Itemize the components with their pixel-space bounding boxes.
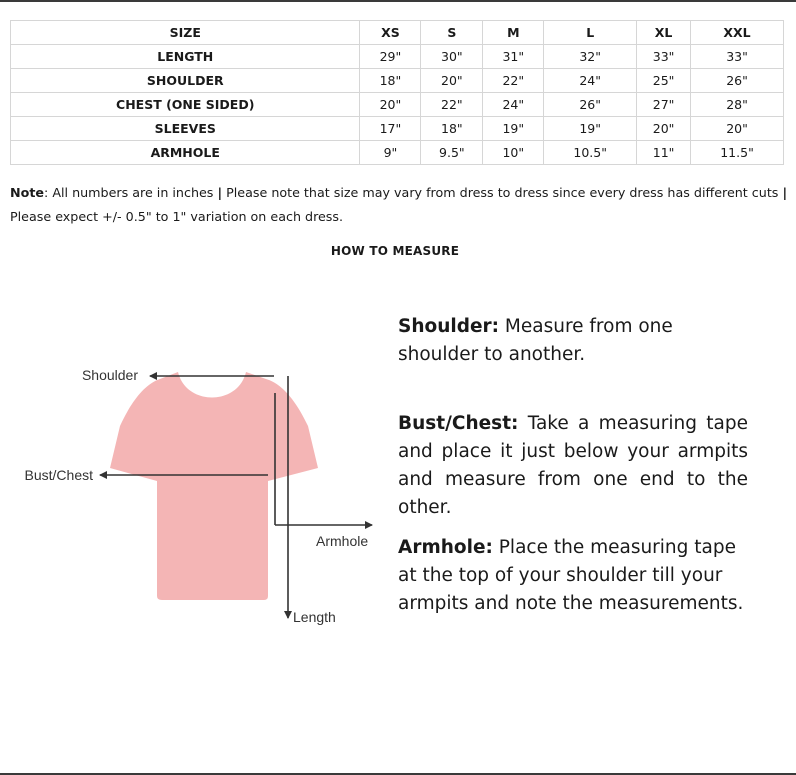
table-cell: 10.5" (544, 141, 637, 165)
header-cell: SIZE (11, 21, 360, 45)
bust-instruction-title: Bust/Chest: (398, 413, 519, 434)
header-cell: XL (637, 21, 691, 45)
table-row (11, 69, 784, 93)
table-cell: 22" (483, 69, 544, 93)
table-cell: 20" (421, 69, 483, 93)
table-cell: 26" (544, 93, 637, 117)
table-cell: 20" (637, 117, 691, 141)
row-label: CHEST (ONE SIDED) (11, 93, 360, 117)
row-label: SLEEVES (11, 117, 360, 141)
armhole-instruction-text: Place the measuring tape at the top of your shoulder till your armpits and note the measurements. (398, 537, 744, 614)
header-cell: M (483, 21, 544, 45)
table-cell: 25" (637, 69, 691, 93)
note-separator: | (217, 185, 223, 200)
table-cell: 29" (360, 45, 421, 69)
size-note (10, 181, 790, 229)
size-header-row (11, 21, 784, 45)
table-cell: 20" (360, 93, 421, 117)
table-cell: 30" (421, 45, 483, 69)
table-cell: 9.5" (421, 141, 483, 165)
measurement-diagram (0, 300, 390, 640)
table-cell: 28" (691, 93, 784, 117)
table-cell: 10" (483, 141, 544, 165)
shoulder-instruction-title: Shoulder: (398, 316, 500, 337)
table-row (11, 117, 784, 141)
how-to-measure-text: HOW TO MEASURE (330, 244, 460, 258)
table-cell: 19" (483, 117, 544, 141)
table-cell: 18" (421, 117, 483, 141)
note-separator: | (782, 185, 788, 200)
table-cell: 33" (691, 45, 784, 69)
table-cell: 19" (544, 117, 637, 141)
table-cell: 22" (421, 93, 483, 117)
table-cell: 33" (637, 45, 691, 69)
table-cell: 26" (691, 69, 784, 93)
table-cell: 32" (544, 45, 637, 69)
shoulder-instruction-text: Measure from one shoulder to another. (398, 316, 673, 365)
table-cell: 27" (637, 93, 691, 117)
row-label: LENGTH (11, 45, 360, 69)
shoulder-label: Shoulder (81, 367, 138, 383)
row-label: ARMHOLE (11, 141, 360, 165)
note-text-2: Please note that size may vary from dress to dress since every dress has different cuts (222, 185, 783, 200)
header-cell: XS (360, 21, 421, 45)
top-border (0, 0, 796, 2)
bust-label: Bust/Chest (24, 467, 93, 483)
row-label: SHOULDER (11, 69, 360, 93)
table-cell: 11" (637, 141, 691, 165)
size-chart-table (10, 20, 784, 165)
table-row (11, 45, 784, 69)
note-text-1: : All numbers are in inches (44, 185, 218, 200)
header-cell: L (544, 21, 637, 45)
armhole-label: Armhole (316, 533, 369, 549)
armhole-instruction (398, 534, 748, 618)
table-cell: 20" (691, 117, 784, 141)
table-cell: 18" (360, 69, 421, 93)
table-cell: 24" (483, 93, 544, 117)
table-row (11, 93, 784, 117)
table-cell: 31" (483, 45, 544, 69)
bust-instruction-text: Take a measuring tape and place it just below your armpits and measure from one end to the other. (398, 413, 748, 518)
header-cell: S (421, 21, 483, 45)
note-text-3: Please expect +/- 0.5" to 1" variation on each dress. (10, 209, 344, 224)
table-cell: 24" (544, 69, 637, 93)
table-cell: 11.5" (691, 141, 784, 165)
table-cell: 17" (360, 117, 421, 141)
length-label: Length (293, 609, 336, 625)
shoulder-instruction (398, 313, 748, 369)
armhole-instruction-title: Armhole: (398, 537, 493, 558)
table-row (11, 141, 784, 165)
how-to-measure-heading (0, 244, 790, 258)
bust-instruction (398, 410, 748, 522)
tshirt-shape (110, 372, 318, 600)
table-cell: 9" (360, 141, 421, 165)
header-cell: XXL (691, 21, 784, 45)
note-label: Note (10, 185, 45, 200)
